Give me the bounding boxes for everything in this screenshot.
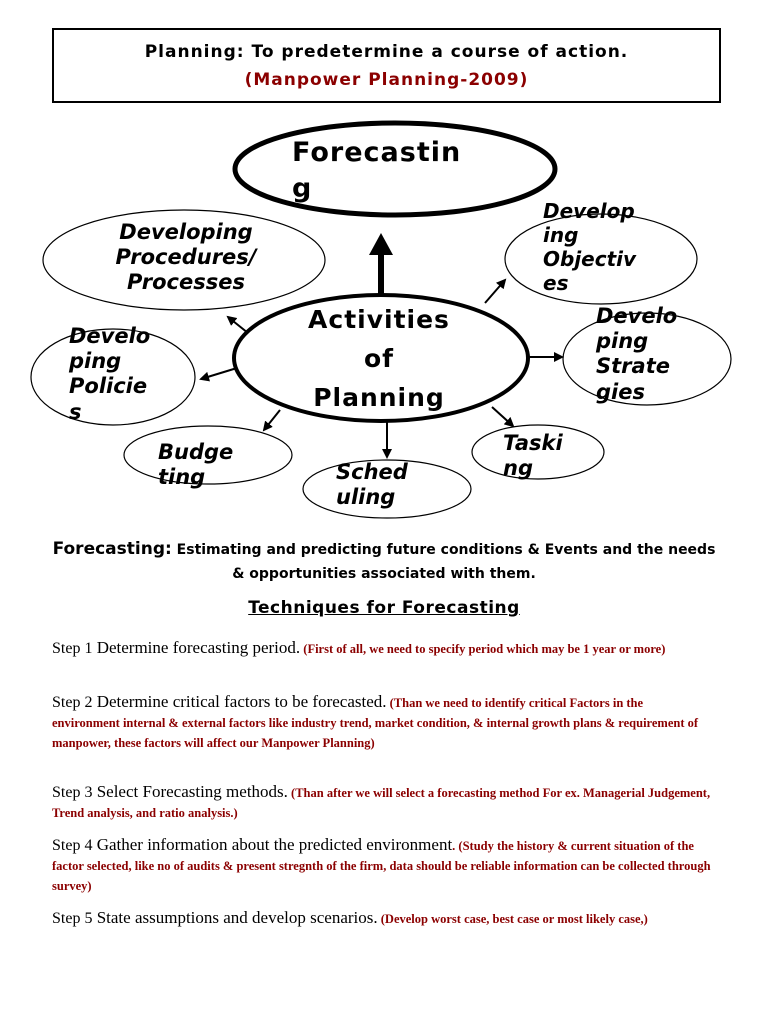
- step-3: [52, 782, 712, 822]
- center-label: Activities of Planning: [308, 305, 450, 412]
- policies-label: Develo ping Policie s: [69, 324, 151, 424]
- step-note: . (Study the history & current situation of the factor selected, like no of audits & present stregnth of the firm, data should be reliable information can be collected through survey): [52, 839, 711, 893]
- strategies-label: Develo ping Strate gies: [596, 304, 678, 404]
- step-1: [52, 638, 712, 658]
- step-note: (Than after we will select a forecasting method For ex. Managerial Judgement, Trend analysis, and ratio analysis.): [52, 786, 711, 821]
- arrow-to-procedures: [228, 317, 248, 333]
- objectives-label: Develop ing Objectiv es: [543, 199, 637, 295]
- step-5: [52, 908, 712, 928]
- step-note: (Than we need to identify critical Factors in the environment internal & external factors like industry trend, market condition, & internal growth plans & requirement of manpower, these factors will affect our Manpower Planning): [52, 696, 699, 750]
- step-title: Determine forecasting period.: [92, 638, 301, 657]
- step-4: [52, 835, 712, 894]
- budgeting-label: Budge ting: [158, 440, 234, 490]
- step-number: Step 1: [52, 640, 93, 657]
- step-number: Step 4: [52, 837, 93, 854]
- step-note: (First of all, we need to specify period which may be 1 year or more): [300, 642, 666, 656]
- step-title: Gather information about the predicted environment: [92, 835, 453, 854]
- definition-term: Forecasting:: [52, 539, 172, 559]
- tasking-label: Taski ng: [503, 431, 563, 481]
- scheduling-label: Sched uling: [336, 460, 408, 510]
- definition-text: Estimating and predicting future conditions & Events and the needs & opportunities associated with them.: [171, 542, 716, 583]
- procedures-label: Developing Procedures/ Processes: [115, 220, 257, 295]
- forecasting-definition: [52, 536, 716, 586]
- step-note: (Develop worst case, best case or most likely case,): [377, 912, 648, 926]
- arrow-to-budgeting: [264, 410, 280, 430]
- header-title: Planning: To predetermine a course of action.: [144, 42, 629, 62]
- header-subtitle: (Manpower Planning-2009): [244, 70, 529, 90]
- forecasting-label: Forecastin g: [292, 137, 462, 205]
- step-number: Step 2: [52, 694, 93, 711]
- arrow-to-policies: [201, 368, 237, 379]
- step-title: Select Forecasting methods.: [92, 782, 288, 801]
- planning-diagram: [0, 105, 768, 530]
- step-number: Step 3: [52, 784, 93, 801]
- arrow-to-tasking: [492, 407, 513, 426]
- header-box: [52, 28, 721, 103]
- techniques-heading: Techniques for Forecasting: [248, 598, 520, 618]
- arrowhead-forecasting: [369, 233, 393, 255]
- step-2: [52, 692, 712, 751]
- arrow-to-objectives: [485, 280, 505, 303]
- step-title: Determine critical factors to be forecasted.: [92, 692, 387, 711]
- step-number: Step 5: [52, 910, 93, 927]
- step-title: State assumptions and develop scenarios.: [92, 908, 378, 927]
